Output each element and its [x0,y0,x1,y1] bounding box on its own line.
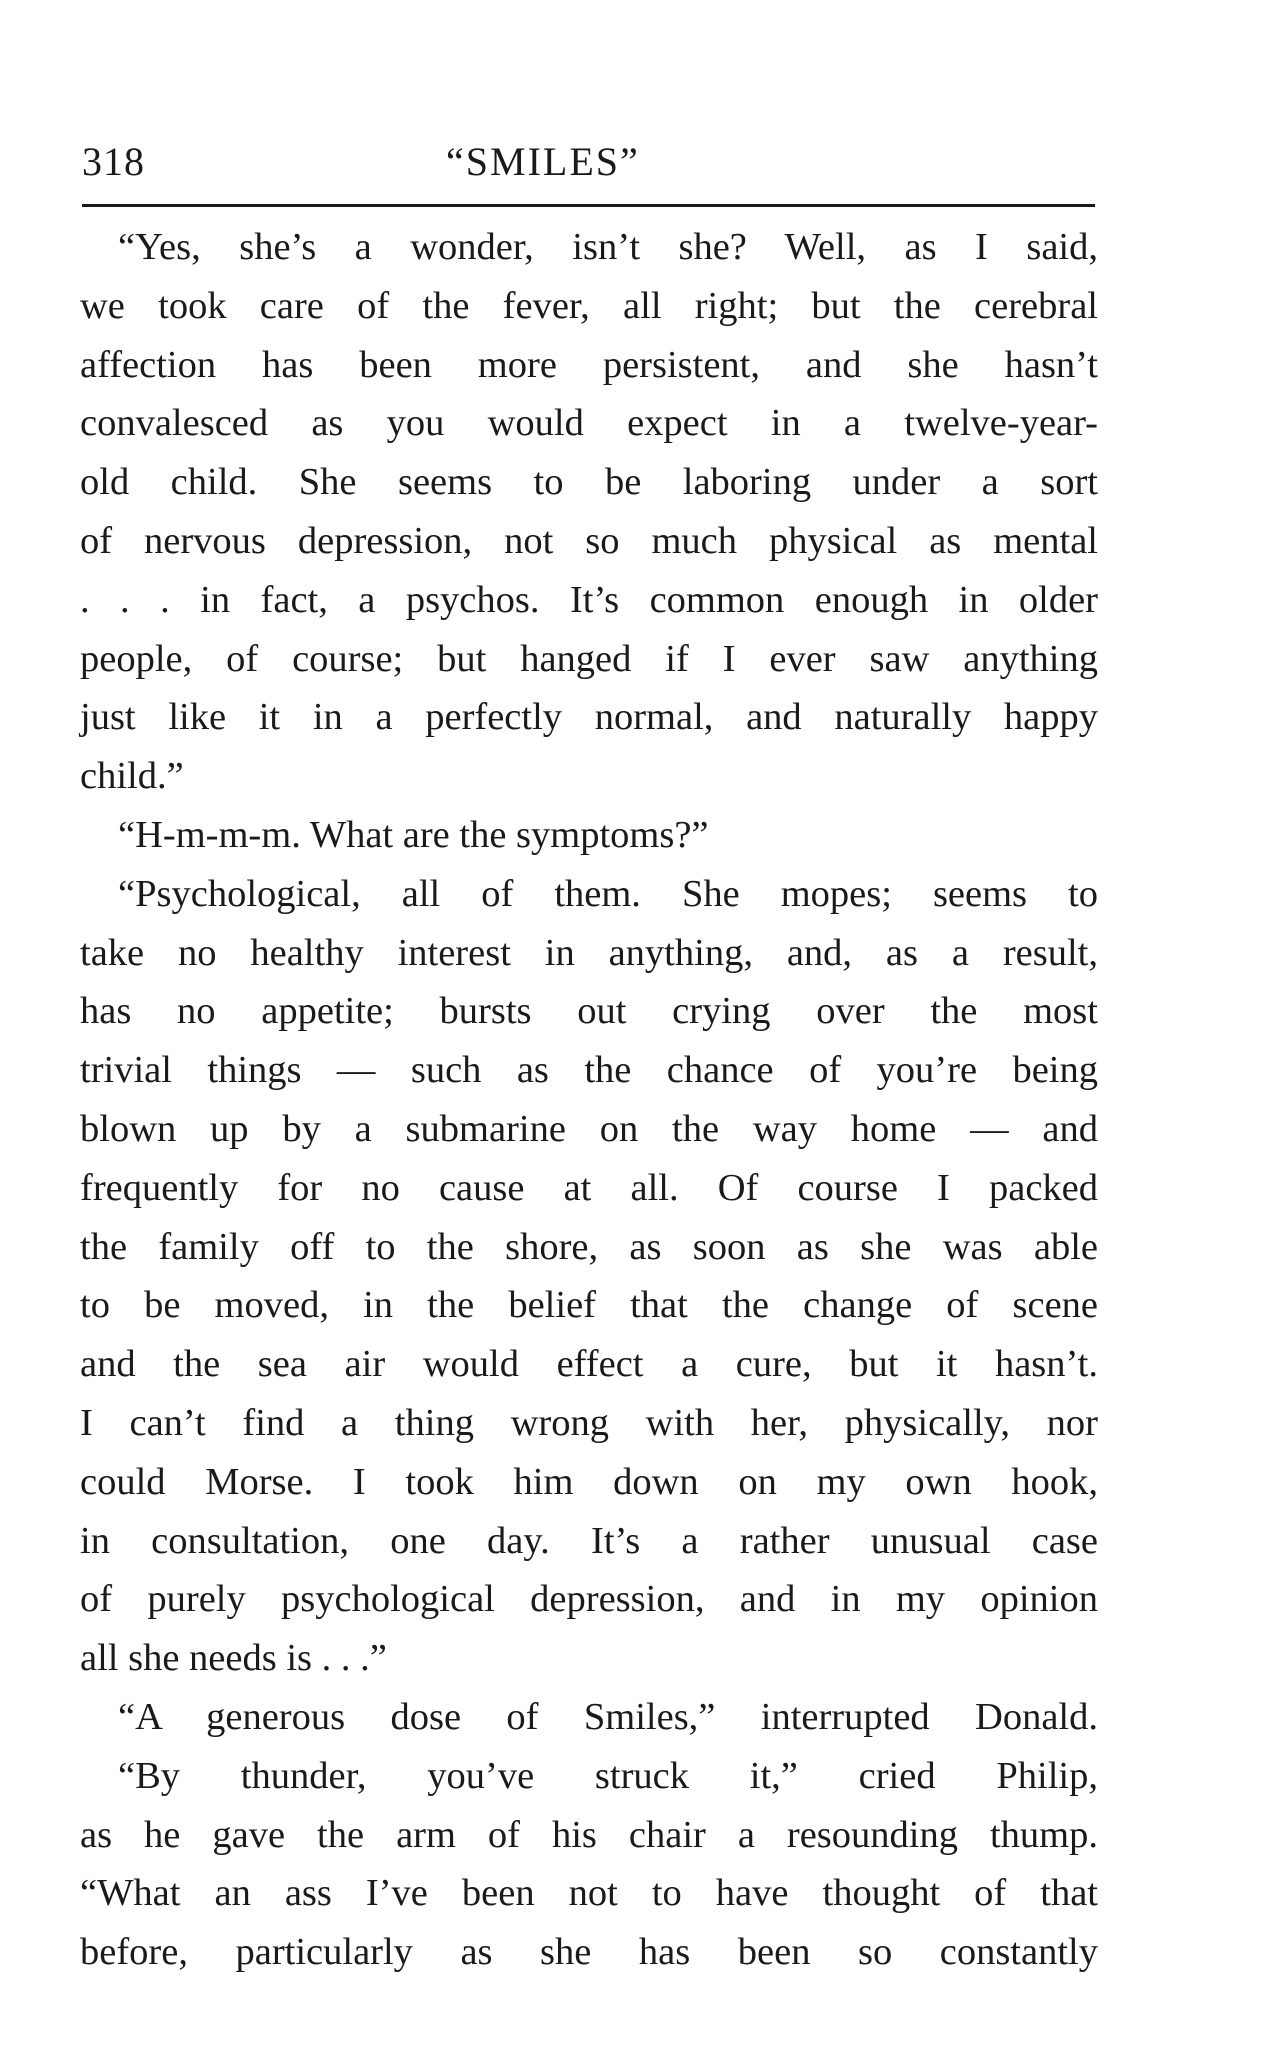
text-line: “H-m-m-m. What are the symptoms?” [118,813,709,856]
text-line: the family off to the shore, as soon as she was able [80,1225,1098,1268]
running-head [82,138,1094,198]
text-line: “What an ass I’ve been not to have thought of that [80,1872,1098,1915]
text-line: convalesced as you would expect in a twelve-year- [80,402,1098,445]
running-title: “SMILES” [446,139,640,184]
text-line: all she needs is . . .” [80,1637,387,1680]
text-line: take no healthy interest in anything, and, as a result, [80,931,1098,974]
text-line: frequently for no cause at all. Of course I packed [80,1166,1098,1209]
text-line: of purely psychological depression, and in my opinion [80,1578,1098,1621]
text-line: could Morse. I took him down on my own hook, [80,1460,1098,1503]
text-line: affection has been more persistent, and she hasn’t [80,343,1098,386]
text-line: blown up by a submarine on the way home — and [80,1107,1098,1150]
text-line: “By thunder, you’ve struck it,” cried Philip, [118,1754,1098,1797]
text-line: “Yes, she’s a wonder, isn’t she? Well, as I said, [118,226,1098,268]
text-line: old child. She seems to be laboring under a sort [80,461,1098,504]
text-line: people, of course; but hanged if I ever saw anything [80,637,1098,680]
text-line: just like it in a perfectly normal, and naturally happy [80,696,1098,739]
text-line: we took care of the fever, all right; but the cerebral [80,284,1098,327]
text-line: trivial things — such as the chance of you’re being [80,1049,1098,1092]
text-line: of nervous depression, not so much physical as mental [80,519,1098,562]
body-text [80,218,1098,1982]
text-line: “Psychological, all of them. She mopes; seems to [118,872,1098,915]
header-rule [82,204,1095,207]
text-line: to be moved, in the belief that the change of scene [80,1284,1098,1327]
text-line: and the sea air would effect a cure, but it hasn’t. [80,1343,1098,1386]
text-line: child.” [80,755,184,798]
text-line: has no appetite; bursts out crying over the most [80,990,1098,1033]
page-number: 318 [82,139,145,184]
text-line: before, particularly as she has been so constantly [80,1931,1098,1974]
text-line: as he gave the arm of his chair a resounding thump. [80,1813,1098,1856]
text-line: . . . in fact, a psychos. It’s common enough in older [80,578,1098,621]
text-line: I can’t find a thing wrong with her, physically, nor [80,1401,1098,1444]
text-line: in consultation, one day. It’s a rather unusual case [80,1519,1098,1562]
text-line: “A generous dose of Smiles,” interrupted Donald. [118,1695,1098,1738]
